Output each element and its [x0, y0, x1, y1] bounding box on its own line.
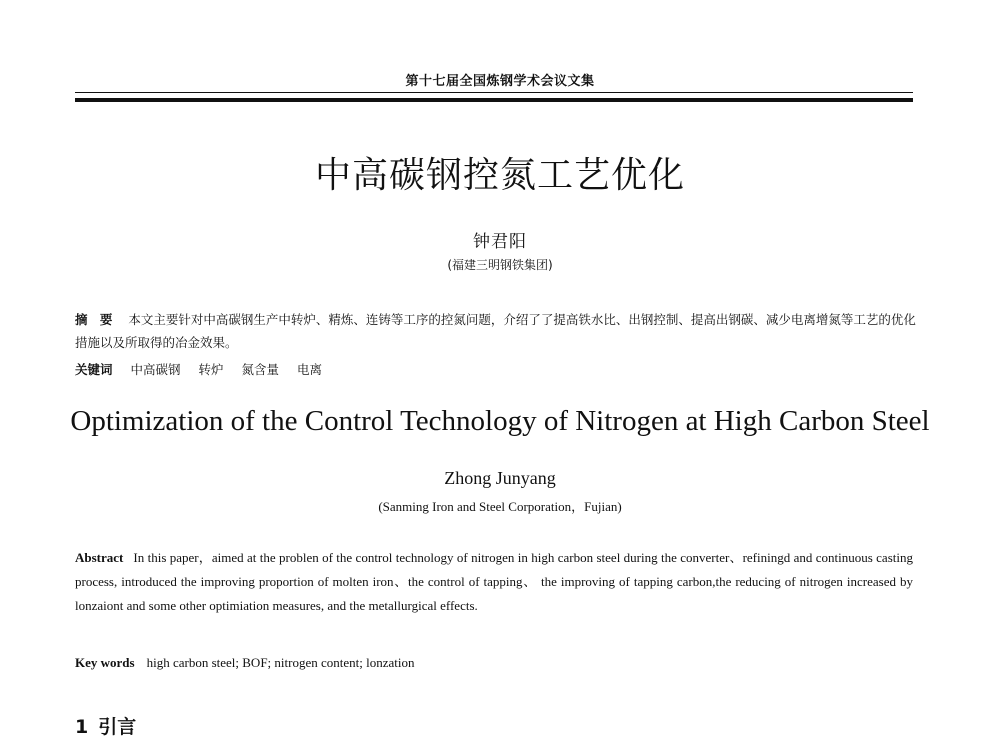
chinese-keyword: 电离 [297, 362, 323, 377]
chinese-abstract [75, 308, 920, 354]
english-keywords-label: Key words [75, 655, 135, 670]
chinese-abstract-label: 摘 要 [75, 312, 117, 327]
english-abstract-text: In this paper，aimed at the problen of the control technology of nitrogen in high carbon steel during the converter、refiningd and continuous casting process, introduced the improving proportion of molten iron、the control of tapping、 the improving of tapping carbon,the reducing of nitrogen increased by lonzaiont and some other optimiation measures, and the metallurgical effects. [75, 550, 913, 613]
english-keywords-text: high carbon steel; BOF; nitrogen content; lonzation [146, 655, 415, 670]
chinese-keyword: 中高碳钢 [130, 362, 181, 377]
chinese-keywords [75, 360, 920, 378]
section-heading [75, 712, 136, 739]
section-title: 引言 [98, 716, 137, 738]
chinese-affiliation: (福建三明钢铁集团) [447, 258, 553, 272]
chinese-title: 中高碳钢控氮工艺优化 [314, 155, 685, 196]
running-header: 第十七届全国炼钢学术会议文集 [405, 74, 595, 89]
chinese-abstract-text: 本文主要针对中高碳钢生产中转炉、精炼、连铸等工序的控氮问题，介绍了了提高铁水比、出钢控制、提高出钢碳、减少电离增氮等工艺的优化措施以及所取得的冶金效果。 [75, 312, 916, 350]
english-author: Zhong Junyang [444, 468, 556, 488]
header-rule-thin [75, 92, 913, 93]
english-abstract-label: Abstract [75, 550, 124, 565]
chinese-keyword: 氮含量 [241, 362, 280, 377]
english-title: Optimization of the Control Technology of Nitrogen at High Carbon Steel [70, 405, 930, 437]
header-rule-thick [75, 98, 913, 102]
chinese-author: 钟君阳 [473, 232, 527, 252]
section-number: 1 [75, 716, 89, 738]
english-keywords [75, 655, 913, 671]
chinese-keywords-label: 关键词 [75, 362, 113, 377]
english-affiliation: (Sanming Iron and Steel Corporation，Fujian) [378, 499, 622, 514]
english-abstract [75, 546, 913, 618]
chinese-keyword: 转炉 [198, 362, 224, 377]
